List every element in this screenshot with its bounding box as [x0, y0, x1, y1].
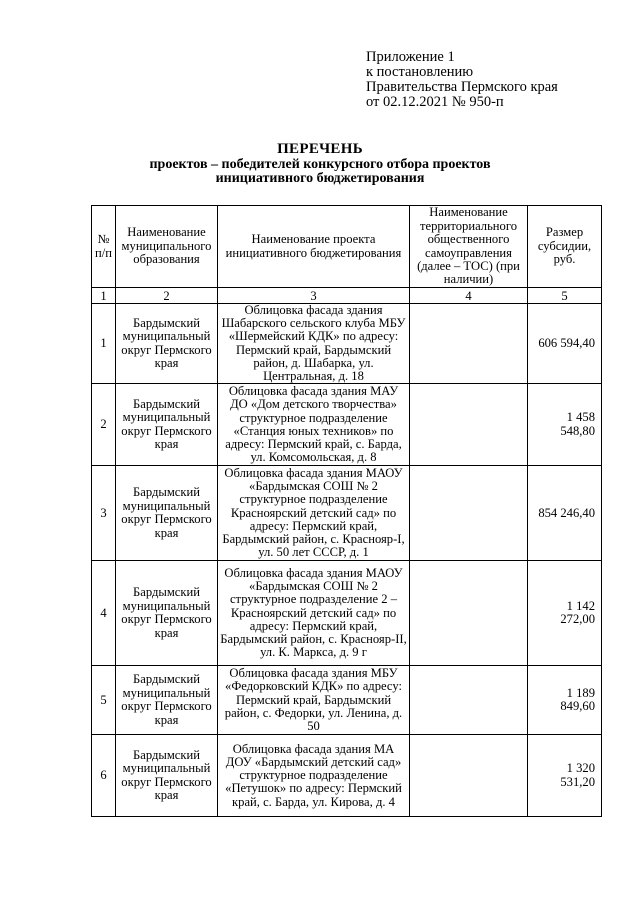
- row-project: Облицовка фасада здания МАОУ «Бардымская СОШ № 2 структурное подразделение 2 – Красноярский детский сад» по адресу: Пермский край, Бардымский район, с. Краснояр-II, ул. К. Маркса, д. 9 г: [218, 561, 410, 666]
- row-municipality: Бардымский муниципальный округ Пермского края: [116, 384, 218, 466]
- row-tos: [410, 561, 528, 666]
- row-project: Облицовка фасада здания МА ДОУ «Бардымский детский сад» структурное подразделение «Петушок» по адресу: Пермский край, с. Барда, ул. Кирова, д. 4: [218, 735, 410, 817]
- table-row: [92, 561, 602, 666]
- appendix-line: Приложение 1: [366, 49, 455, 65]
- row-tos: [410, 466, 528, 561]
- row-project: Облицовка фасада здания МАУ ДО «Дом детского творчества» структурное подразделение «Станция юных техников» по адресу: Пермский край, с. Барда, ул. Комсомольская, д. 8: [218, 384, 410, 466]
- header-row: [92, 206, 602, 288]
- row-municipality: Бардымский муниципальный округ Пермского края: [116, 466, 218, 561]
- row-tos: [410, 666, 528, 735]
- column-number: 2: [116, 288, 218, 304]
- column-number: 5: [528, 288, 602, 304]
- row-project: Облицовка фасада здания МАОУ «Бардымская СОШ № 2 структурное подразделение Красноярский детский сад» по адресу: Пермский край, Бардымский район, с. Краснояр-I, ул. 50 лет СССР, д. 1: [218, 466, 410, 561]
- row-subsidy: 854 246,40: [528, 466, 602, 561]
- document-title: ПЕРЕЧЕНЬ: [277, 141, 363, 157]
- row-num: 4: [92, 561, 116, 666]
- row-subsidy: 606 594,40: [528, 304, 602, 384]
- subtitle-line: проектов – победителей конкурсного отбора проектов: [149, 157, 491, 172]
- appendix-line: к постановлению: [366, 64, 474, 80]
- header-tos: Наименование территориального общественного самоуправления (далее – ТОС) (при наличии): [410, 206, 528, 288]
- header-project: Наименование проекта инициативного бюджетирования: [218, 206, 410, 288]
- row-project: Облицовка фасада здания МБУ «Федорковский КДК» по адресу: Пермский край, Бардымский район, с. Федорки, ул. Ленина, д. 50: [218, 666, 410, 735]
- column-number: 3: [218, 288, 410, 304]
- row-tos: [410, 384, 528, 466]
- header-subsidy: Размер субсидии, руб.: [528, 206, 602, 288]
- row-num: 3: [92, 466, 116, 561]
- row-tos: [410, 304, 528, 384]
- appendix-line: Правительства Пермского края: [366, 79, 558, 95]
- row-municipality: Бардымский муниципальный округ Пермского края: [116, 304, 218, 384]
- row-subsidy: 1 142 272,00: [528, 561, 602, 666]
- column-numbers-row: [92, 288, 602, 304]
- row-num: 1: [92, 304, 116, 384]
- row-tos: [410, 735, 528, 817]
- table-row: [92, 304, 602, 384]
- row-project: Облицовка фасада здания Шабарского сельского клуба МБУ «Шермейский КДК» по адресу: Пермский край, Бардымский район, д. Шабарка, ул. Центральная, д. 18: [218, 304, 410, 384]
- projects-table: [91, 205, 602, 817]
- row-num: 6: [92, 735, 116, 817]
- row-num: 2: [92, 384, 116, 466]
- column-number: 4: [410, 288, 528, 304]
- row-subsidy: 1 189 849,60: [528, 666, 602, 735]
- table-row: [92, 384, 602, 466]
- row-municipality: Бардымский муниципальный округ Пермского края: [116, 561, 218, 666]
- subtitle-line: инициативного бюджетирования: [215, 171, 425, 186]
- header-municipality: Наименование муниципального образования: [116, 206, 218, 288]
- row-num: 5: [92, 666, 116, 735]
- row-municipality: Бардымский муниципальный округ Пермского края: [116, 735, 218, 817]
- row-subsidy: 1 320 531,20: [528, 735, 602, 817]
- column-number: 1: [92, 288, 116, 304]
- header-num: № п/п: [92, 206, 116, 288]
- appendix-block: [366, 50, 558, 110]
- table-row: [92, 466, 602, 561]
- table-row: [92, 666, 602, 735]
- row-municipality: Бардымский муниципальный округ Пермского края: [116, 666, 218, 735]
- document-subtitle: [0, 158, 640, 186]
- table-row: [92, 735, 602, 817]
- appendix-line: от 02.12.2021 № 950-п: [366, 94, 504, 110]
- row-subsidy: 1 458 548,80: [528, 384, 602, 466]
